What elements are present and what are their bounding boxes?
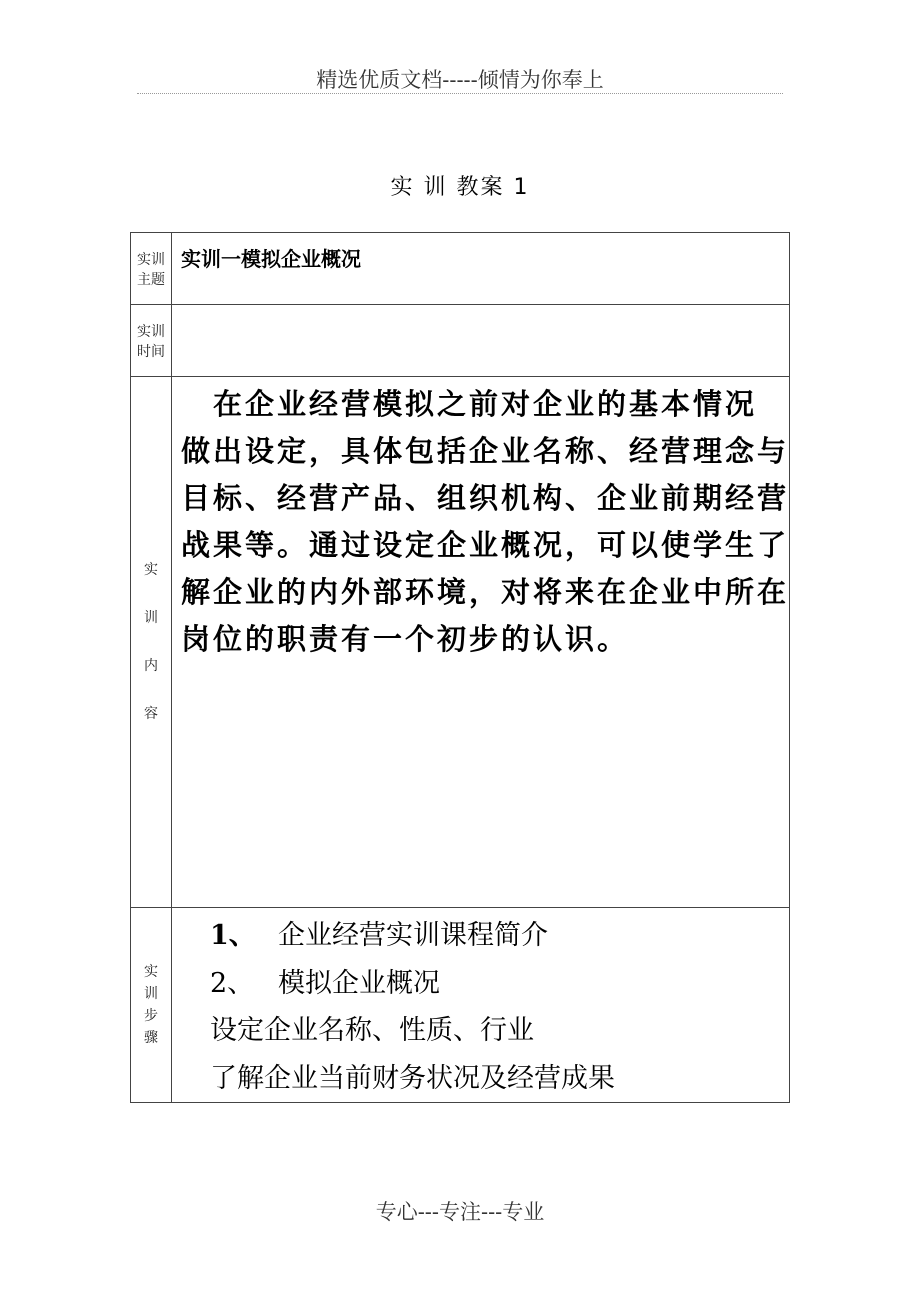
step-line: 设定企业名称、性质、行业 (209, 1015, 534, 1046)
time-label: 实训时间 (131, 305, 172, 377)
steps-label (131, 908, 172, 1103)
label-char: 内 (143, 658, 158, 674)
step-text: 模拟企业概况 (277, 967, 440, 999)
label-char: 步 (143, 1008, 158, 1024)
label-char: 容 (143, 706, 158, 722)
label-char: 实 (143, 562, 158, 578)
content-label (131, 377, 172, 908)
step-item (210, 960, 789, 1008)
label-char: 训 (143, 610, 158, 626)
label-char: 骤 (143, 1030, 158, 1046)
content-line: 在企业经营模拟之前对企业的基本情况 (180, 387, 757, 421)
row-steps (131, 908, 790, 1103)
page-footer: 专心---专注---专业 (375, 1200, 545, 1224)
content-line: 做出设定，具体包括企业名称、经营理念与 (180, 434, 789, 468)
label-char: 实 (143, 964, 158, 980)
step-line: 了解企业当前财务状况及经营成果 (209, 1062, 615, 1094)
row-time (131, 305, 790, 377)
step-number: 1、 (209, 920, 256, 951)
content-line: 战果等。通过设定企业概况，可以使学生了 (180, 528, 789, 562)
step-number: 2、 (209, 967, 255, 999)
document-title: 实 训 教案 1 (390, 175, 530, 200)
content-line: 解企业的内外部环境，对将来在企业中所在 (180, 575, 789, 609)
header-divider (137, 93, 783, 94)
lesson-plan-table (130, 232, 790, 1103)
row-topic (131, 233, 790, 305)
content-line: 岗位的职责有一个初步的认识。 (180, 622, 629, 656)
content-text (171, 377, 789, 908)
content-line: 目标、经营产品、组织机构、企业前期经营 (180, 481, 789, 515)
label-char: 训 (143, 986, 158, 1002)
step-item (210, 912, 789, 960)
page-header: 精选优质文档-----倾情为你奉上 (316, 68, 604, 92)
time-value (171, 305, 789, 377)
row-content (131, 377, 790, 908)
steps-text (171, 908, 789, 1103)
topic-value: 实训一模拟企业概况 (171, 233, 789, 305)
topic-label: 实训主题 (131, 233, 172, 305)
step-text: 企业经营实训课程简介 (277, 920, 548, 951)
